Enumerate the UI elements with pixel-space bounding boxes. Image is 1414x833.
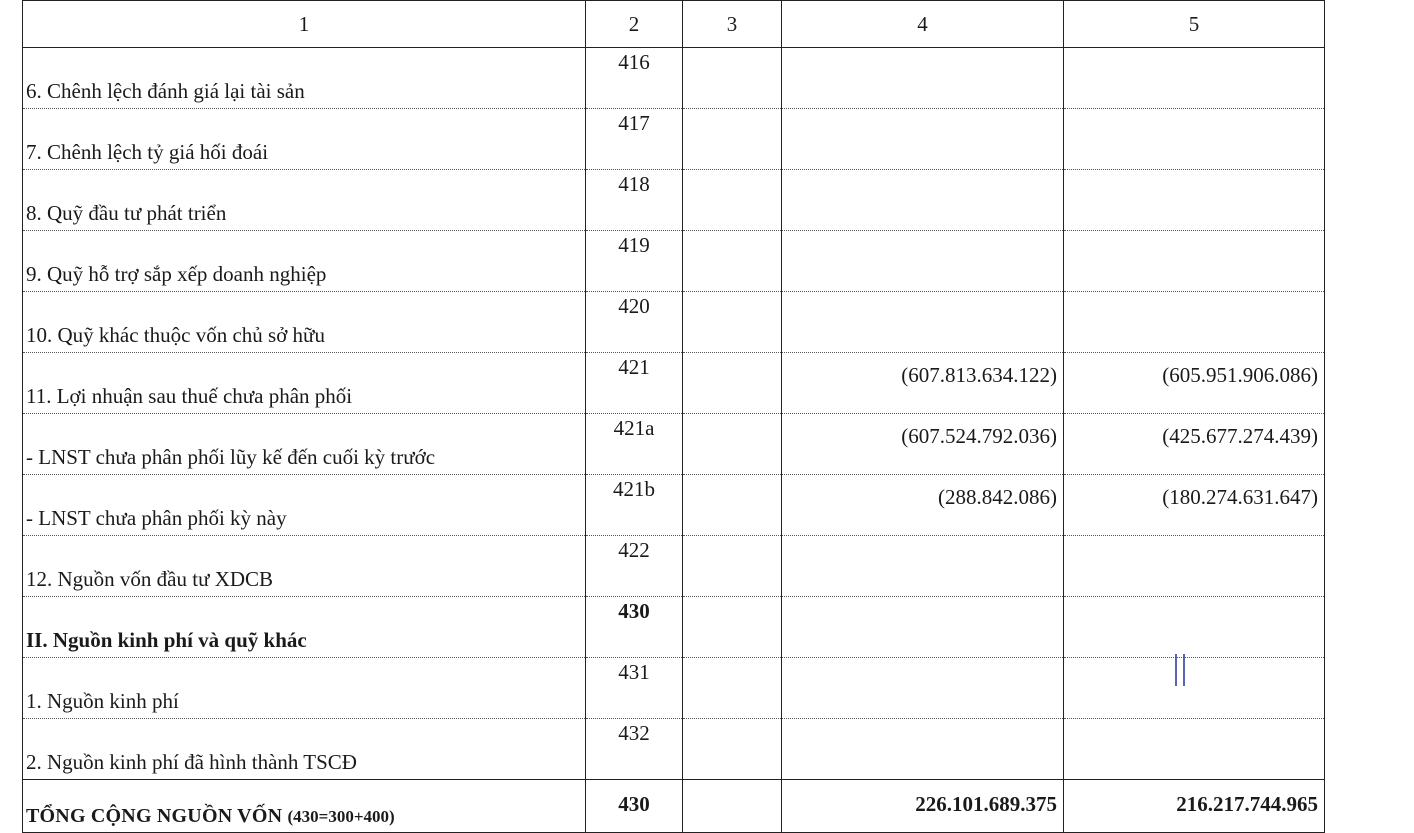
table-row — [23, 170, 1325, 231]
row-current-value — [782, 109, 1064, 170]
row-note — [683, 475, 782, 536]
row-note — [683, 719, 782, 780]
row-code: 432 — [586, 719, 683, 780]
table-row — [23, 414, 1325, 475]
total-formula: (430=300+400) — [287, 807, 395, 826]
row-previous-value — [1064, 719, 1325, 780]
row-note — [683, 170, 782, 231]
balance-sheet-page — [22, 0, 1324, 833]
row-code: 421 — [586, 353, 683, 414]
section-code: 430 — [586, 597, 683, 658]
total-code: 430 — [586, 780, 683, 833]
table-row — [23, 353, 1325, 414]
row-current-value — [782, 292, 1064, 353]
table-row — [23, 292, 1325, 353]
row-previous-value — [1064, 658, 1325, 719]
row-label: 8. Quỹ đầu tư phát triển — [23, 170, 586, 231]
row-code: 419 — [586, 231, 683, 292]
row-previous-value — [1064, 109, 1325, 170]
row-previous-value: (605.951.906.086) — [1064, 353, 1325, 414]
row-note — [683, 109, 782, 170]
row-previous-value — [1064, 536, 1325, 597]
row-previous-value — [1064, 292, 1325, 353]
row-note — [683, 536, 782, 597]
total-label-cell — [23, 780, 586, 833]
row-code: 417 — [586, 109, 683, 170]
row-label: - LNST chưa phân phối lũy kế đến cuối kỳ trước — [23, 414, 586, 475]
row-note — [683, 414, 782, 475]
table-row — [23, 536, 1325, 597]
row-previous-value: (180.274.631.647) — [1064, 475, 1325, 536]
row-previous-value — [1064, 231, 1325, 292]
table-row — [23, 658, 1325, 719]
row-label: - LNST chưa phân phối kỳ này — [23, 475, 586, 536]
row-code: 420 — [586, 292, 683, 353]
row-current-value: (607.813.634.122) — [782, 353, 1064, 414]
row-label: 7. Chênh lệch tỷ giá hối đoái — [23, 109, 586, 170]
row-code: 421b — [586, 475, 683, 536]
row-current-value: (607.524.792.036) — [782, 414, 1064, 475]
row-note — [683, 597, 782, 658]
column-header-2: 2 — [586, 1, 683, 48]
row-label: 6. Chênh lệch đánh giá lại tài sản — [23, 48, 586, 109]
row-current-value — [782, 536, 1064, 597]
total-previous-value: 216.217.744.965 — [1064, 780, 1325, 833]
row-previous-value: (425.677.274.439) — [1064, 414, 1325, 475]
total-label: TỔNG CỘNG NGUỒN VỐN — [26, 805, 283, 827]
column-header-3: 3 — [683, 1, 782, 48]
row-label: 9. Quỹ hỗ trợ sắp xếp doanh nghiệp — [23, 231, 586, 292]
row-current-value — [782, 48, 1064, 109]
row-note — [683, 48, 782, 109]
row-note — [683, 353, 782, 414]
row-previous-value — [1064, 597, 1325, 658]
row-current-value — [782, 719, 1064, 780]
row-code: 421a — [586, 414, 683, 475]
row-code: 416 — [586, 48, 683, 109]
row-note — [683, 292, 782, 353]
column-header-5: 5 — [1064, 1, 1325, 48]
capital-sources-table — [22, 0, 1325, 833]
total-note — [683, 780, 782, 833]
row-current-value: (288.842.086) — [782, 475, 1064, 536]
row-current-value — [782, 231, 1064, 292]
row-code: 422 — [586, 536, 683, 597]
row-label: 1. Nguồn kinh phí — [23, 658, 586, 719]
ink-pen-mark — [1175, 654, 1185, 686]
section-row — [23, 597, 1325, 658]
table-row — [23, 719, 1325, 780]
table-row — [23, 231, 1325, 292]
table-row — [23, 109, 1325, 170]
table-row — [23, 48, 1325, 109]
row-label: 11. Lợi nhuận sau thuế chưa phân phối — [23, 353, 586, 414]
row-code: 418 — [586, 170, 683, 231]
section-label: II. Nguồn kinh phí và quỹ khác — [23, 597, 586, 658]
column-number-header-row — [23, 1, 1325, 48]
column-header-4: 4 — [782, 1, 1064, 48]
total-row — [23, 780, 1325, 833]
row-note — [683, 658, 782, 719]
row-label: 10. Quỹ khác thuộc vốn chủ sở hữu — [23, 292, 586, 353]
row-previous-value — [1064, 48, 1325, 109]
table-row — [23, 475, 1325, 536]
row-code: 431 — [586, 658, 683, 719]
row-label: 12. Nguồn vốn đầu tư XDCB — [23, 536, 586, 597]
row-current-value — [782, 658, 1064, 719]
row-current-value — [782, 170, 1064, 231]
row-note — [683, 231, 782, 292]
column-header-1: 1 — [23, 1, 586, 48]
row-label: 2. Nguồn kinh phí đã hình thành TSCĐ — [23, 719, 586, 780]
row-previous-value — [1064, 170, 1325, 231]
row-current-value — [782, 597, 1064, 658]
total-current-value: 226.101.689.375 — [782, 780, 1064, 833]
